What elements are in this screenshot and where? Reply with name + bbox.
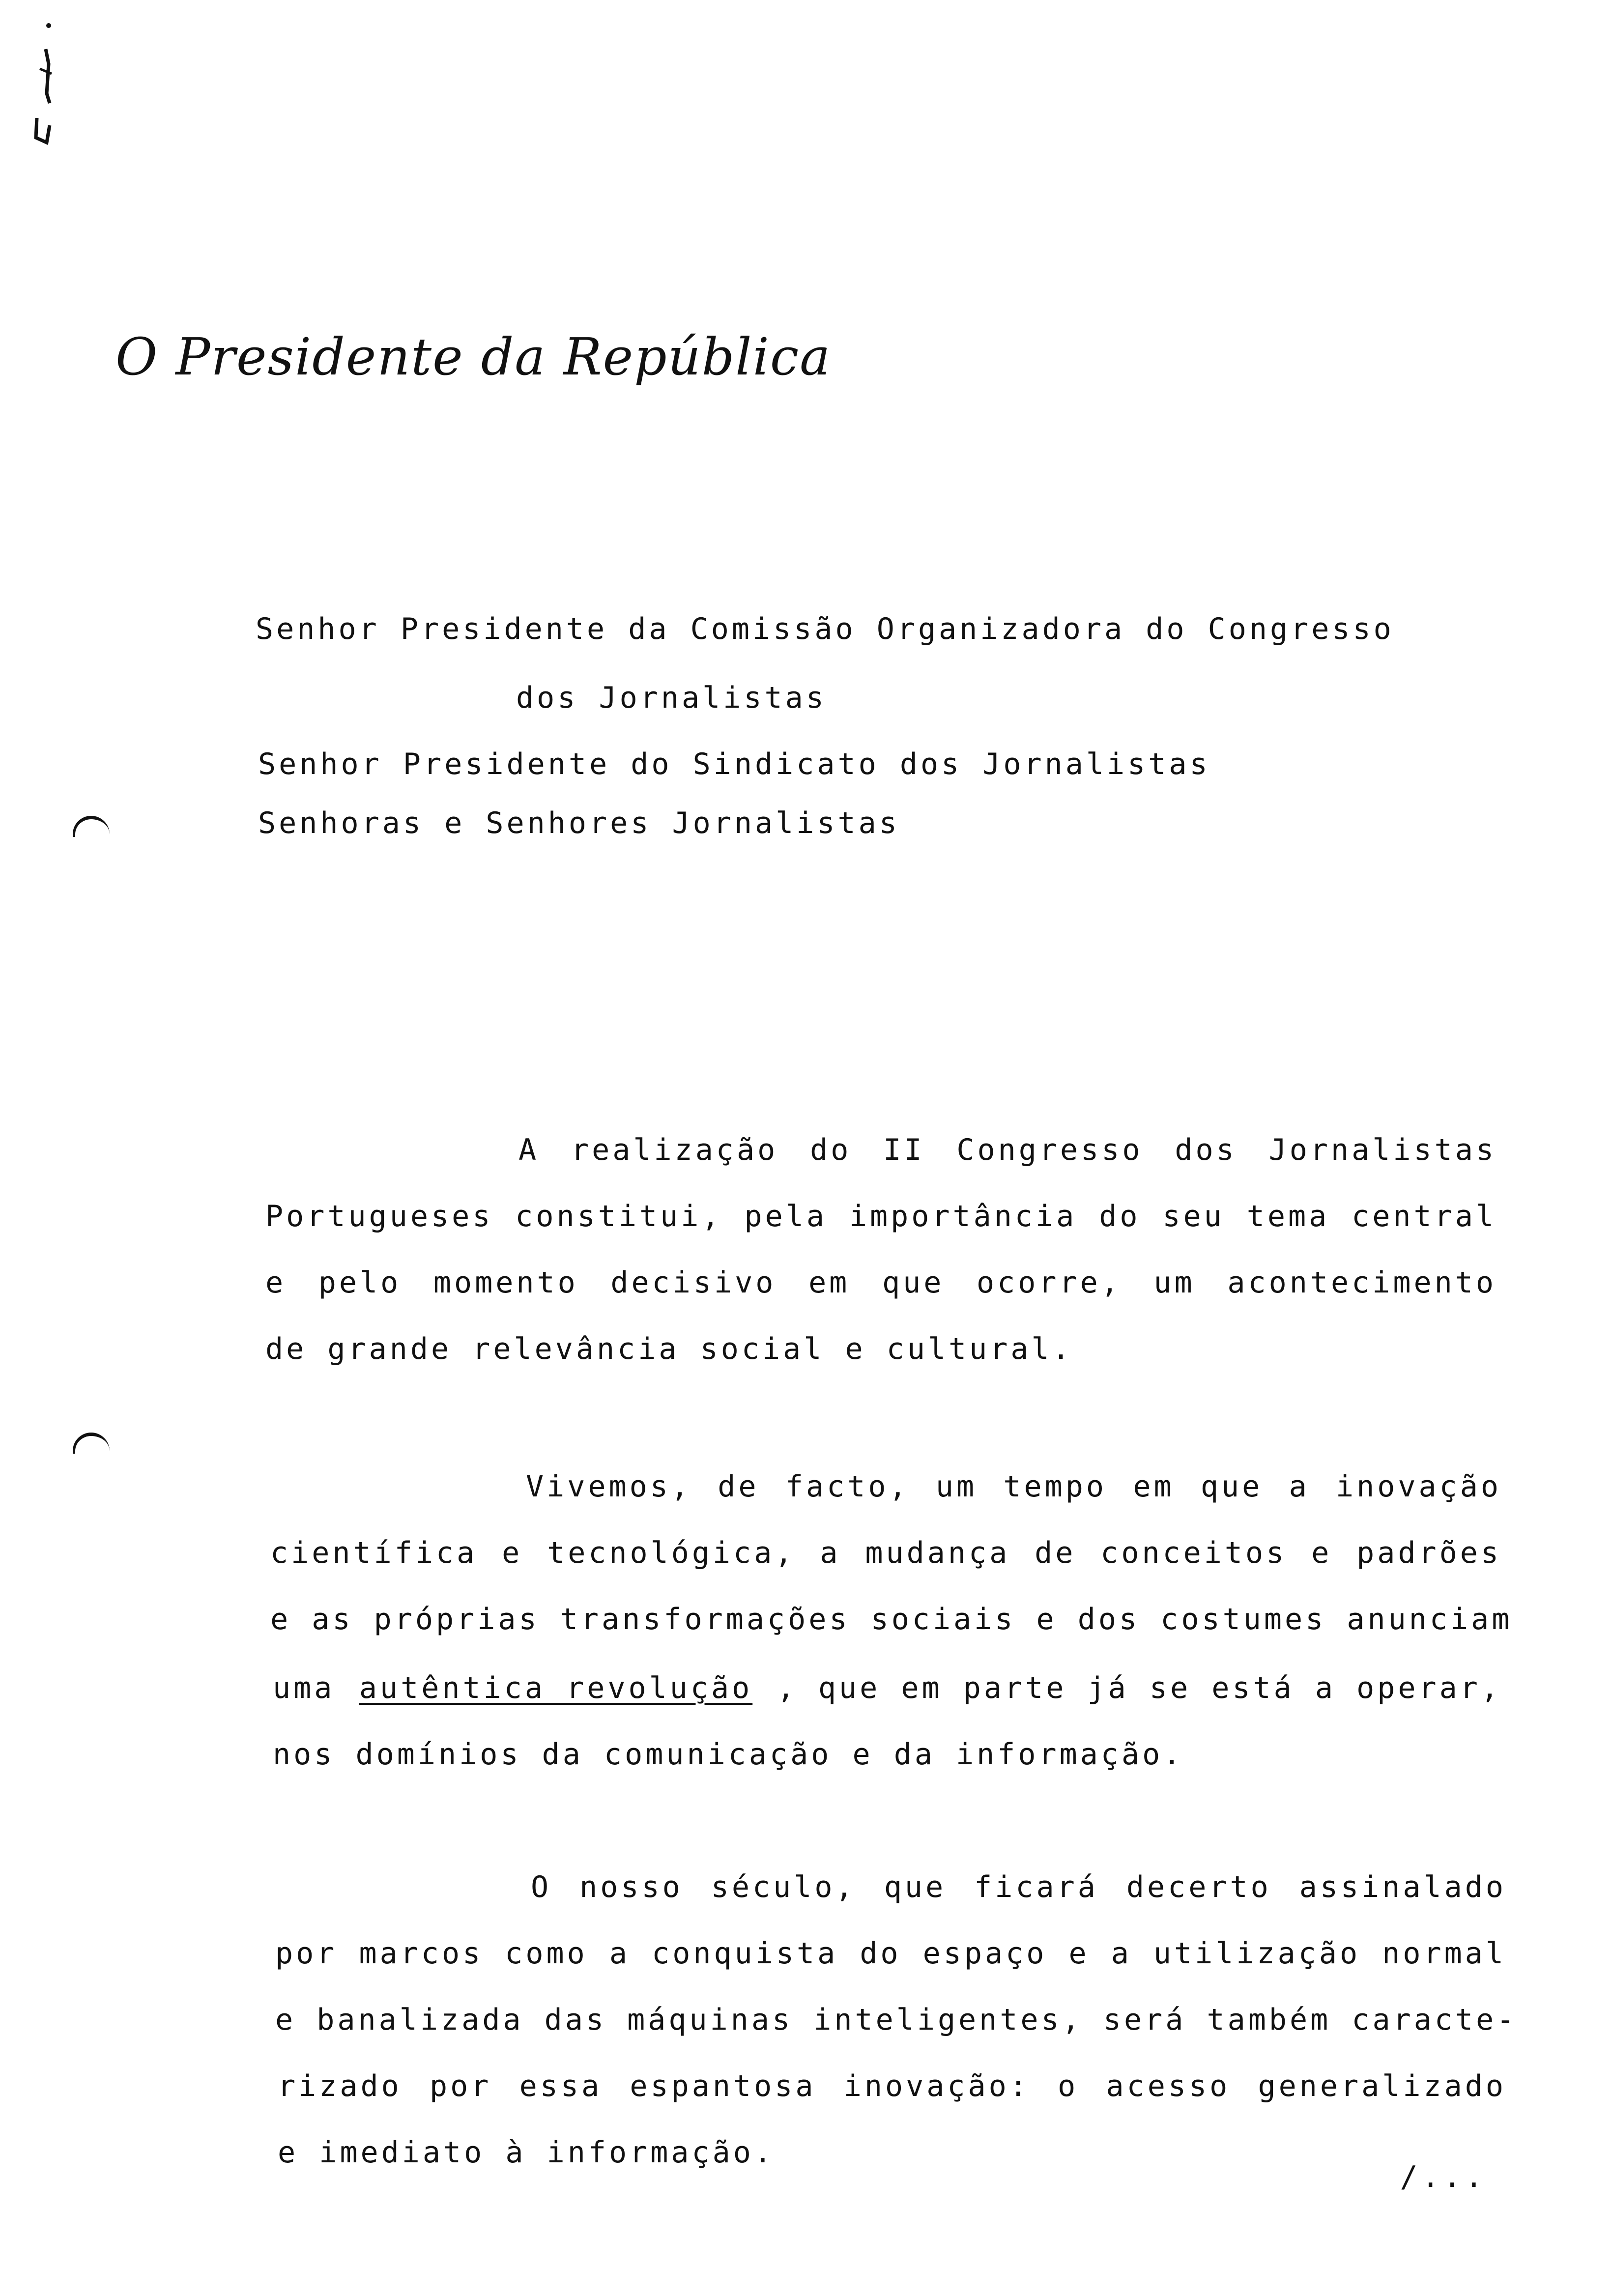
paragraph-line: nos domínios da comunicação e da informação. bbox=[273, 1737, 1184, 1772]
hole-punch-mark bbox=[73, 1433, 110, 1454]
paragraph-line: e banalizada das máquinas inteligentes, será também caracte- bbox=[275, 2003, 1518, 2037]
salutation-line: Senhor Presidente do Sindicato dos Jornalistas bbox=[258, 747, 1210, 781]
paragraph-line: por marcos como a conquista do espaço e a utilização normal bbox=[275, 1936, 1506, 1971]
paragraph-line: e imediato à informação. bbox=[278, 2135, 775, 2170]
letterhead-title: O Presidente da República bbox=[115, 327, 832, 387]
paragraph-line: O nosso século, que ficará decerto assinalado bbox=[531, 1870, 1506, 1904]
paragraph-line: A realização do II Congresso dos Jornalistas bbox=[518, 1133, 1497, 1167]
paragraph-line-underlined: uma autêntica revolução , que em parte já se está a operar, bbox=[273, 1671, 1501, 1705]
paragraph-line: de grande relevância social e cultural. bbox=[265, 1332, 1073, 1366]
paragraph-line: e as próprias transformações sociais e dos costumes anunciam bbox=[270, 1602, 1513, 1636]
paragraph-line: Portugueses constitui, pela importância do seu tema central bbox=[265, 1199, 1497, 1234]
underlined-phrase: autêntica revolução bbox=[359, 1671, 753, 1705]
continuation-mark: /... bbox=[1400, 2160, 1487, 2194]
paragraph-line: e pelo momento decisivo em que ocorre, um acontecimento bbox=[265, 1265, 1497, 1300]
hole-punch-mark bbox=[73, 816, 110, 837]
salutation-line: Senhoras e Senhores Jornalistas bbox=[258, 806, 900, 840]
paragraph-line: científica e tecnológica, a mudança de conceitos e padrões bbox=[270, 1536, 1501, 1570]
salutation-line: dos Jornalistas bbox=[516, 681, 827, 715]
margin-annotation-icon bbox=[27, 20, 57, 147]
salutation-line: Senhor Presidente da Comissão Organizadora do Congresso bbox=[256, 612, 1394, 646]
paragraph-line: Vivemos, de facto, um tempo em que a inovação bbox=[526, 1469, 1501, 1504]
paragraph-line: rizado por essa espantosa inovação: o acesso generalizado bbox=[278, 2069, 1506, 2103]
